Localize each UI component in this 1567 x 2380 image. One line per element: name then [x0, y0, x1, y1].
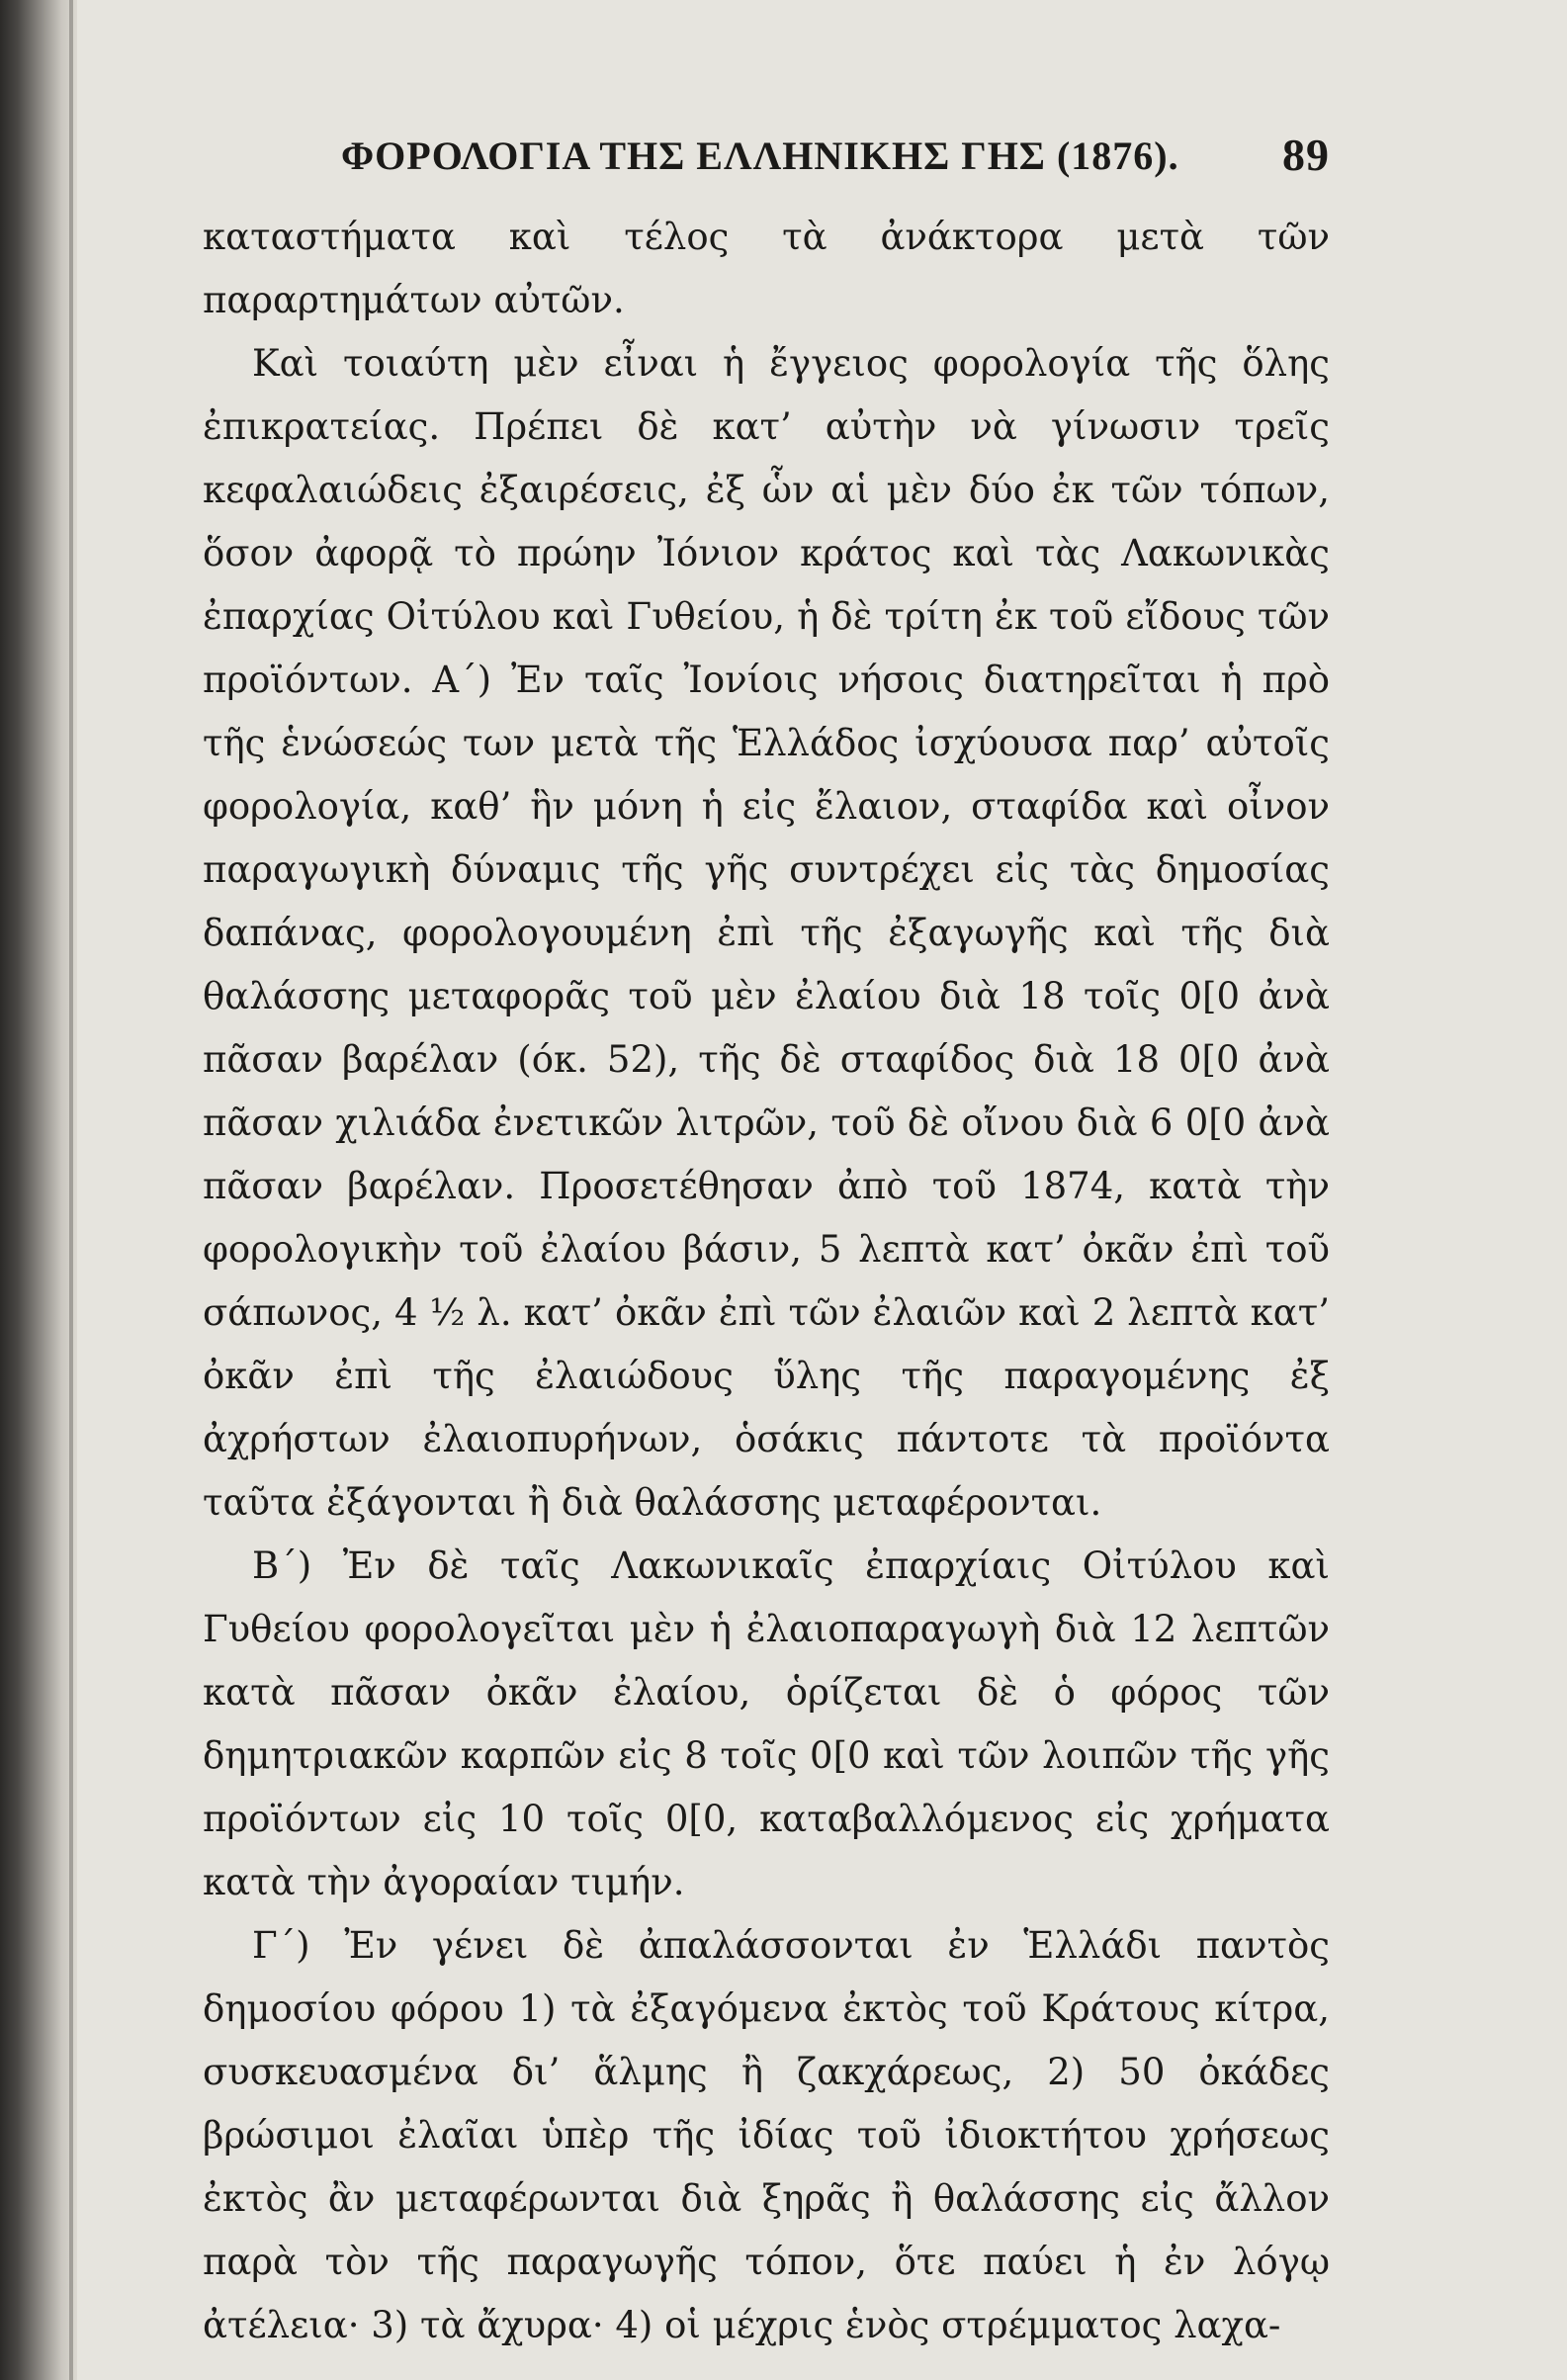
book-page: [203, 129, 1330, 2346]
page-number: 89: [1282, 130, 1330, 180]
paragraph-continuation: καταστήματα καὶ τέλος τὰ ἀνάκτορα μετὰ τῶν παραρτημάτων αὐτῶν.: [203, 216, 1330, 321]
running-head: [203, 129, 1330, 188]
running-title: ΦΟΡΟΛΟΓΙΑ ΤΗΣ ΕΛΛΗΝΙΚΗΣ ΓΗΣ (1876).: [341, 133, 1179, 178]
paragraph-laconia: Β΄) Ἐν δὲ ταῖς Λακωνικαῖς ἐπαρχίαις Οἰτύλου καὶ Γυθείου φορολογεῖται μὲν ἡ ἐλαιοπαραγωγὴ διὰ 12 λεπτῶν κατὰ πᾶσαν ὀκᾶν ἐλαίου, ὁρίζεται δὲ ὁ φόρος τῶν δημητριακῶν καρπῶν εἰς 8 τοῖς 0[0 καὶ τῶν λοιπῶν τῆς γῆς προϊόντων εἰς 10 τοῖς 0[0, καταβαλλόμενος εἰς χρήματα κατὰ τὴν ἀγοραίαν τιμήν.: [203, 1544, 1330, 1903]
gutter-line: [69, 0, 73, 2380]
book-spine-shadow: [0, 0, 77, 2380]
body-text: [203, 206, 1330, 2357]
paragraph-tax-overview: Καὶ τοιαύτη μὲν εἶναι ἡ ἔγγειος φορολογία τῆς ὅλης ἐπικρατείας. Πρέπει δὲ κατ’ αὐτὴν νὰ γίνωσιν τρεῖς κεφαλαιώδεις ἐξαιρέσεις, ἐξ ὧν αἱ μὲν δύο ἐκ τῶν τόπων, ὅσον ἀφορᾷ τὸ πρώην Ἰόνιον κράτος καὶ τὰς Λακωνικὰς ἐπαρχίας Οἰτύλου καὶ Γυθείου, ἡ δὲ τρίτη ἐκ τοῦ εἴδους τῶν προϊόντων. Α΄) Ἐν ταῖς Ἰονίοις νήσοις διατηρεῖται ἡ πρὸ τῆς ἑνώσεώς των μετὰ τῆς Ἑλλάδος ἰσχύουσα παρ’ αὐτοῖς φορολογία, καθ’ ἣν μόνη ἡ εἰς ἔλαιον, σταφίδα καὶ οἶνον παραγωγικὴ δύναμις τῆς γῆς συντρέχει εἰς τὰς δημοσίας δαπάνας, φορολογουμένη ἐπὶ τῆς ἐξαγωγῆς καὶ τῆς διὰ θαλάσσης μεταφορᾶς τοῦ μὲν ἐλαίου διὰ 18 τοῖς 0[0 ἀνὰ πᾶσαν βαρέλαν (όκ. 52), τῆς δὲ σταφίδος διὰ 18 0[0 ἀνὰ πᾶσαν χιλιάδα ἐνετικῶν λιτρῶν, τοῦ δὲ οἴνου διὰ 6 0[0 ἀνὰ πᾶσαν βαρέλαν. Προσετέθησαν ἀπὸ τοῦ 1874, κατὰ τὴν φορολογικὴν τοῦ ἐλαίου βάσιν, 5 λεπτὰ κατ’ ὀκᾶν ἐπὶ τοῦ σάπωνος, 4 ½ λ. κατ’ ὀκᾶν ἐπὶ τῶν ἐλαιῶν καὶ 2 λεπτὰ κατ’ ὀκᾶν ἐπὶ τῆς ἐλαιώδους ὕλης τῆς παραγομένης ἐξ ἀχρήστων ἐλαιοπυρήνων, ὁσάκις πάντοτε τὰ προϊόντα ταῦτα ἐξάγονται ἢ διὰ θαλάσσης μεταφέρονται.: [203, 342, 1330, 1524]
paragraph-exemptions: Γ΄) Ἐν γένει δὲ ἀπαλάσσονται ἐν Ἑλλάδι παντὸς δημοσίου φόρου 1) τὰ ἐξαγόμενα ἐκτὸς τοῦ Κράτους κίτρα, συσκευασμένα δι’ ἅλμης ἢ ζακχάρεως, 2) 50 ὀκάδες βρώσιμοι ἐλαῖαι ὑπὲρ τῆς ἰδίας τοῦ ἰδιοκτήτου χρήσεως ἐκτὸς ἂν μεταφέρωνται διὰ ξηρᾶς ἢ θαλάσσης εἰς ἄλλον παρὰ τὸν τῆς παραγωγῆς τόπον, ὅτε παύει ἡ ἐν λόγῳ ἀτέλεια· 3) τὰ ἄχυρα· 4) οἱ μέχρις ἑνὸς στρέμματος λαχα-: [203, 1924, 1330, 2346]
